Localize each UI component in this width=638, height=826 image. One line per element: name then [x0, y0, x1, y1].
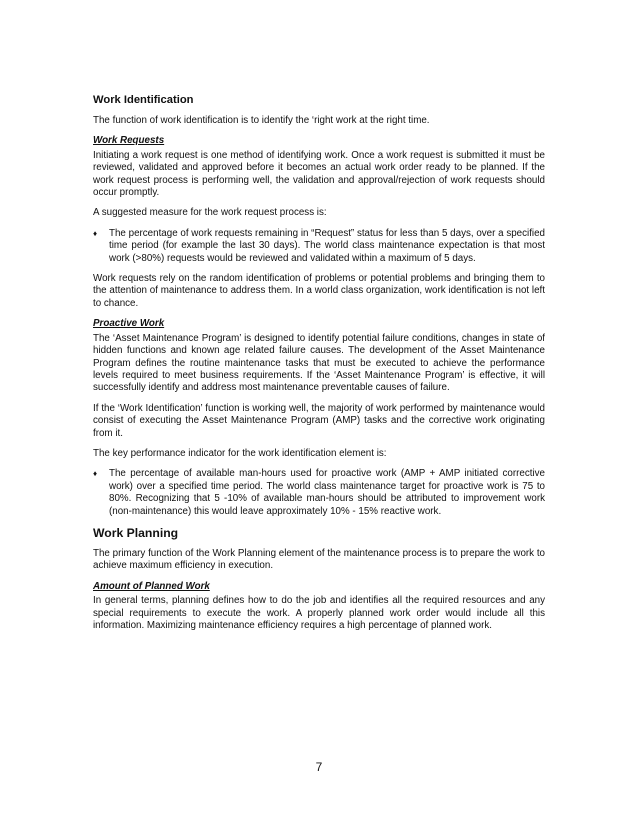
heading-work-planning: Work Planning: [93, 525, 179, 540]
paragraph: The function of work identification is to identify the ‘right work at the right time.: [93, 115, 430, 126]
paragraph: In general terms, planning defines how to do the job and identifies all the required resources and any special requirements to execute the work. A properly planned work order would include all this information. Maximizing maintenance efficiency requires a high percentage of planned work.: [93, 595, 545, 631]
diamond-bullet-icon: ♦: [93, 469, 98, 479]
page-number: 7: [315, 760, 323, 774]
document-page: [93, 93, 545, 640]
paragraph: A suggested measure for the work request process is:: [93, 207, 327, 219]
bullet-text: The percentage of available man-hours used for proactive work (AMP + AMP initiated corrective work) over a specified time period. The world class maintenance target for proactive work is 75 to 80%. Recognizing that 5 -10% of available man-hours should be attributed to improvement work (non-maintenance) this would leave approximately 10% - 15% reactive work.: [109, 468, 545, 517]
bullet-item: [93, 228, 545, 265]
paragraph: The ‘Asset Maintenance Program’ is designed to identify potential failure conditions, changes in state of hidden functions and known age related failure causes. The development of the Asset Maintenance Program defines the routine maintenance tasks that must be executed to achieve the performance levels required to meet business requirements. If the ‘Asset Maintenance Program’ is effective, it will successfully identify and address most maintenance preventable causes of failure.: [93, 332, 545, 394]
diamond-bullet-icon: ♦: [93, 228, 98, 238]
paragraph: The key performance indicator for the work identification element is:: [93, 447, 387, 459]
heading-proactive-work: Proactive Work: [93, 318, 165, 330]
paragraph: If the ‘Work Identification’ function is working well, the majority of work performed by maintenance would consist of executing the Asset Maintenance Program (AMP) tasks and the corrective work originating from it.: [93, 402, 545, 439]
paragraph: The primary function of the Work Planning element of the maintenance process is to prepare the work to achieve maximum efficiency in execution.: [93, 547, 545, 572]
paragraph: Work requests rely on the random identification of problems or potential problems and bringing them to the attention of maintenance to address them. In a world class organization, work identification is not left to chance.: [93, 273, 545, 309]
heading-work-requests: Work Requests: [93, 135, 165, 147]
heading-amount-of-planned-work: Amount of Planned Work: [93, 580, 210, 592]
bullet-text: The percentage of work requests remaining in “Request” status for less than 5 days, over a specified time period (for example the last 30 days). The world class maintenance expectation is that most work (>80%) requests would be reviewed and validated within a maximum of 5 days.: [109, 227, 545, 264]
heading-work-identification: Work Identification: [93, 94, 194, 106]
bullet-item: [93, 468, 545, 518]
paragraph: Initiating a work request is one method of identifying work. Once a work request is submitted it must be reviewed, validated and approved before it becomes an actual work order ready to be planned. If the work request process is performing well, the validation and approval/rejection of work requests should occur promptly.: [93, 149, 545, 199]
